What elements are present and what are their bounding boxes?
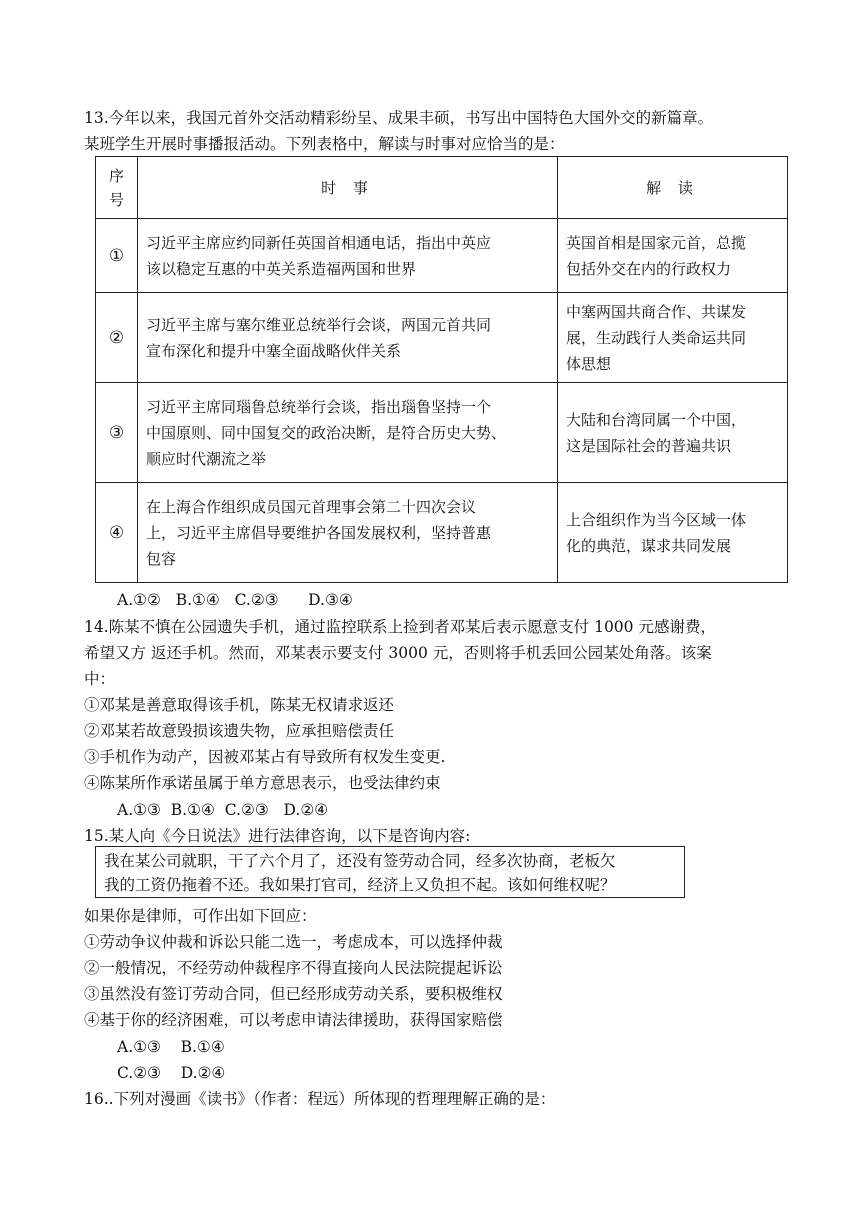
row-interpretation (558, 219, 788, 293)
event-line: 习近平主席同瑙鲁总统举行会谈，指出瑙鲁坚持一个 (146, 397, 492, 416)
q15-answer-options-row-1: A.①③ B.①④ (117, 1038, 225, 1056)
q14-answer-options: A.①③ B.①④ C.②③ D.②④ (117, 801, 329, 819)
event-line: 顺应时代潮流之举 (146, 449, 267, 468)
row-interpretation (558, 293, 788, 383)
table-header-row (96, 157, 788, 219)
consultation-line-2: 我的工资仍拖着不还。我如果打官司，经济上又负担不起。该如何维权呢？ (104, 876, 616, 894)
event-line: 该以稳定互惠的中英关系造福两国和世界 (146, 259, 417, 278)
q15-statement-3: ③虽然没有签订劳动合同，但已经形成劳动关系，要积极维权 (84, 985, 503, 1003)
interp-line: 英国首相是国家元首，总揽 (566, 233, 747, 252)
interp-line: 这是国际社会的普遍共识 (566, 436, 732, 455)
interp-line: 体思想 (566, 354, 612, 373)
row-event (138, 293, 558, 383)
header-event: 时 事 (138, 157, 558, 219)
header-number (96, 157, 138, 219)
event-line: 包容 (146, 549, 177, 568)
row-number: ② (96, 293, 138, 383)
consultation-line-1: 我在某公司就职，干了六个月了，还没有签劳动合同，经多次协商，老板欠 (104, 852, 616, 870)
event-line: 上，习近平主席倡导要维护各国发展权利，坚持普惠 (146, 523, 492, 542)
q13-stem-line-1: 13.今年以来，我国元首外交活动精彩纷呈、成果丰硕，书写出中国特色大国外交的新篇章。 (84, 109, 714, 127)
q16-stem-line-1: 16..下列对漫画《读书》（作者：程远）所体现的哲理理解正确的是： (84, 1090, 556, 1108)
table-row (96, 483, 788, 583)
row-interpretation (558, 483, 788, 583)
row-event (138, 219, 558, 293)
q14-stem-line-2: 希望又方 返还手机。然而，邓某表示要支付 3000 元，否则将手机丢回公园某处角落。该案 (84, 644, 712, 662)
interp-line: 包括外交在内的行政权力 (566, 259, 732, 278)
row-event (138, 383, 558, 483)
q14-stem-line-1: 14.陈某不慎在公园遗失手机，通过监控联系上捡到者邓某后表示愿意支付 1000 元感谢费， (84, 618, 716, 636)
q14-stem-line-3: 中： (84, 670, 116, 688)
event-line: 在上海合作组织成员国元首理事会第二十四次会议 (146, 497, 477, 516)
row-number: ① (96, 219, 138, 293)
q13-answer-options: A.①② B.①④ C.②③ D.③④ (117, 591, 353, 609)
q14-statement-3: ③手机作为动产，因被邓某占有导致所有权发生变更. (84, 748, 446, 766)
event-line: 习近平主席应约同新任英国首相通电话，指出中英应 (146, 233, 492, 252)
event-line: 中国原则、同中国复交的政治决断，是符合历史大势、 (146, 423, 507, 442)
header-interpretation: 解 读 (558, 157, 788, 219)
q15-statement-4: ④基于你的经济困难，可以考虑申请法律援助，获得国家赔偿 (84, 1011, 503, 1029)
header-number-top: 序 (108, 166, 124, 185)
table-row (96, 219, 788, 293)
interp-line: 中塞两国共商合作、共谋发 (566, 302, 747, 321)
q13-events-table (95, 156, 788, 583)
q15-stem-line-1: 15.某人向《今日说法》进行法律咨询，以下是咨询内容: (84, 827, 471, 845)
q13-stem-line-2: 某班学生开展时事播报活动。下列表格中，解读与时事对应恰当的是： (84, 135, 565, 153)
table-row (96, 293, 788, 383)
q15-consultation-box (95, 846, 685, 898)
event-line: 习近平主席与塞尔维亚总统举行会谈，两国元首共同 (146, 315, 492, 334)
interp-line: 大陆和台湾同属一个中国， (566, 410, 747, 429)
event-line: 宣布深化和提升中塞全面战略伙伴关系 (146, 341, 402, 360)
q15-answer-options-row-2: C.②③ D.②④ (117, 1064, 226, 1082)
q15-statement-2: ②一般情况，不经劳动仲裁程序不得直接向人民法院提起诉讼 (84, 959, 503, 977)
q15-statement-1: ①劳动争议仲裁和诉讼只能二选一，考虑成本，可以选择仲裁 (84, 933, 503, 951)
q14-statement-2: ②邓某若故意毁损该遗失物，应承担赔偿责任 (84, 722, 395, 740)
header-number-bottom: 号 (108, 190, 124, 209)
q15-reply-intro: 如果你是律师，可作出如下回应： (84, 907, 317, 925)
row-interpretation (558, 383, 788, 483)
interp-line: 展，生动践行人类命运共同 (566, 328, 747, 347)
q14-statement-4: ④陈某所作承诺虽属于单方意思表示，也受法律约束 (84, 774, 441, 792)
row-event (138, 483, 558, 583)
row-number: ③ (96, 383, 138, 483)
table-row (96, 383, 788, 483)
row-number: ④ (96, 483, 138, 583)
q14-statement-1: ①邓某是善意取得该手机，陈某无权请求返还 (84, 696, 395, 714)
interp-line: 化的典范，谋求共同发展 (566, 536, 732, 555)
interp-line: 上合组织作为当今区域一体 (566, 510, 747, 529)
